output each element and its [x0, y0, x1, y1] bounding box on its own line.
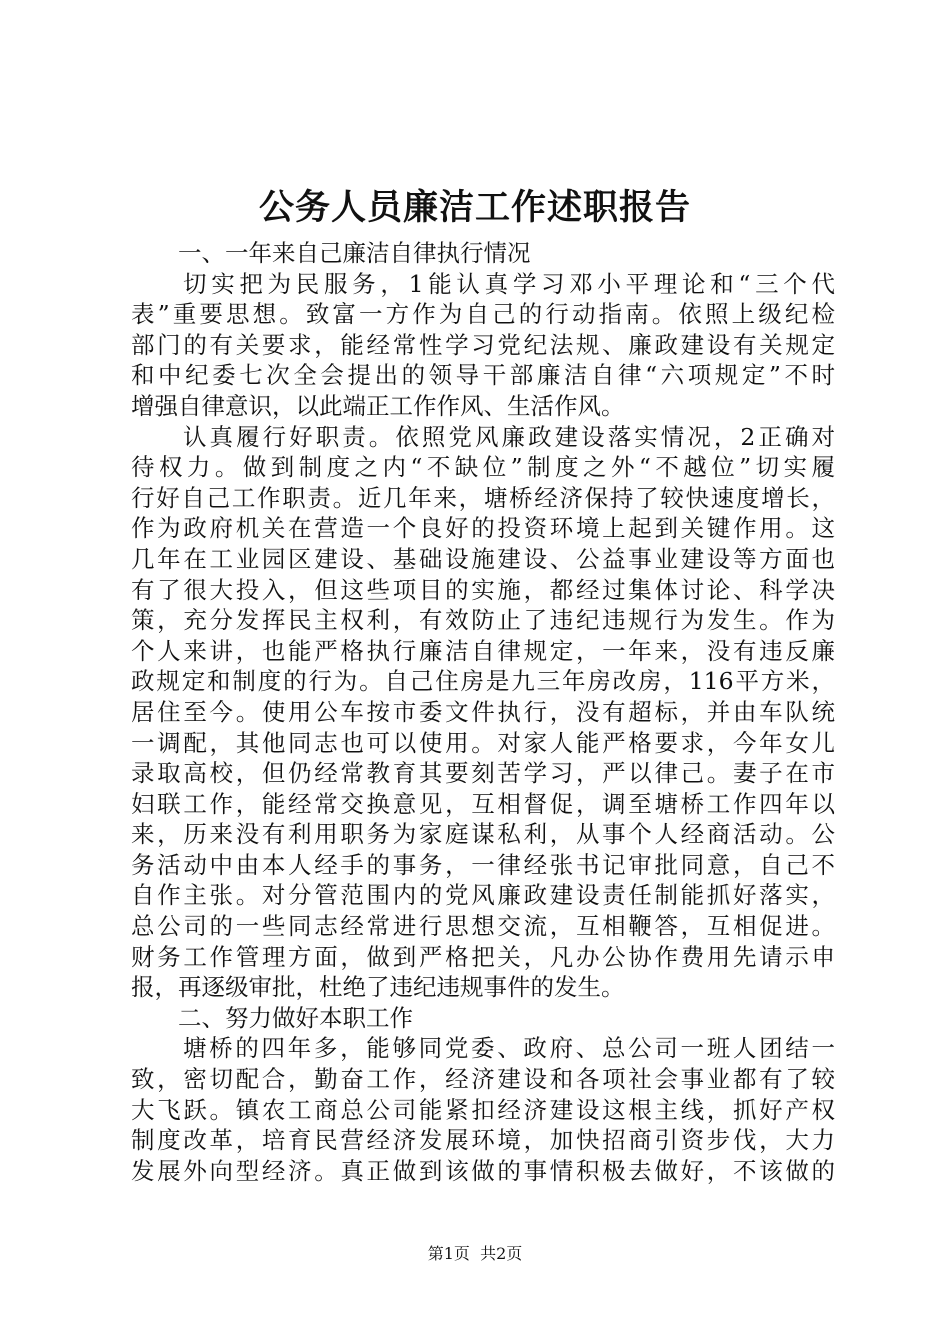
text-line: 增强自律意识，以此端正工作作风、生活作风。 — [131, 391, 625, 420]
text-line: 作为政府机关在营造一个良好的投资环境上起到关键作用。这 — [131, 514, 835, 543]
text-line: 个人来讲，也能严格执行廉洁自律规定，一年来，没有违反廉 — [131, 636, 835, 665]
text-line: 行好自己工作职责。近几年来，塘桥经济保持了较快速度增长， — [131, 483, 835, 512]
text-line: 务活动中由本人经手的事务，一律经张书记审批同意，自己不 — [131, 850, 835, 879]
text-line: 政规定和制度的行为。自己住房是九三年房改房，116平方米， — [131, 667, 835, 696]
text-line: 表”重要思想。致富一方作为自己的行动指南。依照上级纪检 — [131, 300, 835, 329]
page-footer: 第1页 共2页 — [427, 1244, 523, 1263]
text-line: 致，密切配合，勤奋工作，经济建设和各项社会事业都有了较 — [131, 1065, 835, 1094]
text-line: 来，历来没有利用职务为家庭谋私利，从事个人经商活动。公 — [131, 820, 835, 849]
text-line: 和中纪委七次全会提出的领导干部廉洁自律“六项规定”不时 — [131, 361, 835, 390]
text-line: 报，再逐级审批，杜绝了违纪违规事件的发生。 — [131, 973, 625, 1002]
text-line: 录取高校，但仍经常教育其要刻苦学习，严以律己。妻子在市 — [131, 759, 835, 788]
text-line: 切实把为民服务，1能认真学习邓小平理论和“三个代 — [183, 269, 835, 298]
document-title: 公务人员廉洁工作述职报告 — [258, 187, 691, 228]
text-line: 大飞跃。镇农工商总公司能紧扣经济建设这根主线，抓好产权 — [131, 1095, 835, 1124]
text-line: 几年在工业园区建设、基础设施建设、公益事业建设等方面也 — [131, 544, 835, 573]
text-line: 发展外向型经济。真正做到该做的事情积极去做好，不该做的 — [131, 1156, 835, 1185]
text-line: 有了很大投入，但这些项目的实施，都经过集体讨论、科学决 — [131, 575, 835, 604]
section-heading: 一、一年来自己廉洁自律执行情况 — [178, 239, 531, 267]
text-line: 塘桥的四年多，能够同党委、政府、总公司一班人团结一 — [183, 1034, 835, 1063]
text-line: 自作主张。对分管范围内的党风廉政建设责任制能抓好落实， — [131, 881, 835, 910]
text-line: 认真履行好职责。依照党风廉政建设落实情况，2正确对 — [183, 422, 835, 451]
text-line: 总公司的一些同志经常进行思想交流，互相鞭答，互相促进。 — [131, 912, 835, 941]
text-line: 策，充分发挥民主权利，有效防止了违纪违规行为发生。作为 — [131, 606, 835, 635]
text-line: 部门的有关要求，能经常性学习党纪法规、廉政建设有关规定 — [131, 330, 835, 359]
text-line: 一调配，其他同志也可以使用。对家人能严格要求，今年女儿 — [131, 728, 835, 757]
section-heading: 二、努力做好本职工作 — [178, 1003, 413, 1032]
text-line: 制度改革，培育民营经济发展环境，加快招商引资步伐，大力 — [131, 1126, 835, 1155]
text-line: 待权力。做到制度之内“不缺位”制度之外“不越位”切实履 — [131, 453, 835, 482]
text-line: 财务工作管理方面，做到严格把关，凡办公协作费用先请示申 — [131, 942, 835, 971]
text-line: 妇联工作，能经常交换意见，互相督促，调至塘桥工作四年以 — [131, 789, 835, 818]
text-line: 居住至今。使用公车按市委文件执行，没有超标，并由车队统 — [131, 697, 835, 726]
document-body — [131, 238, 835, 1186]
